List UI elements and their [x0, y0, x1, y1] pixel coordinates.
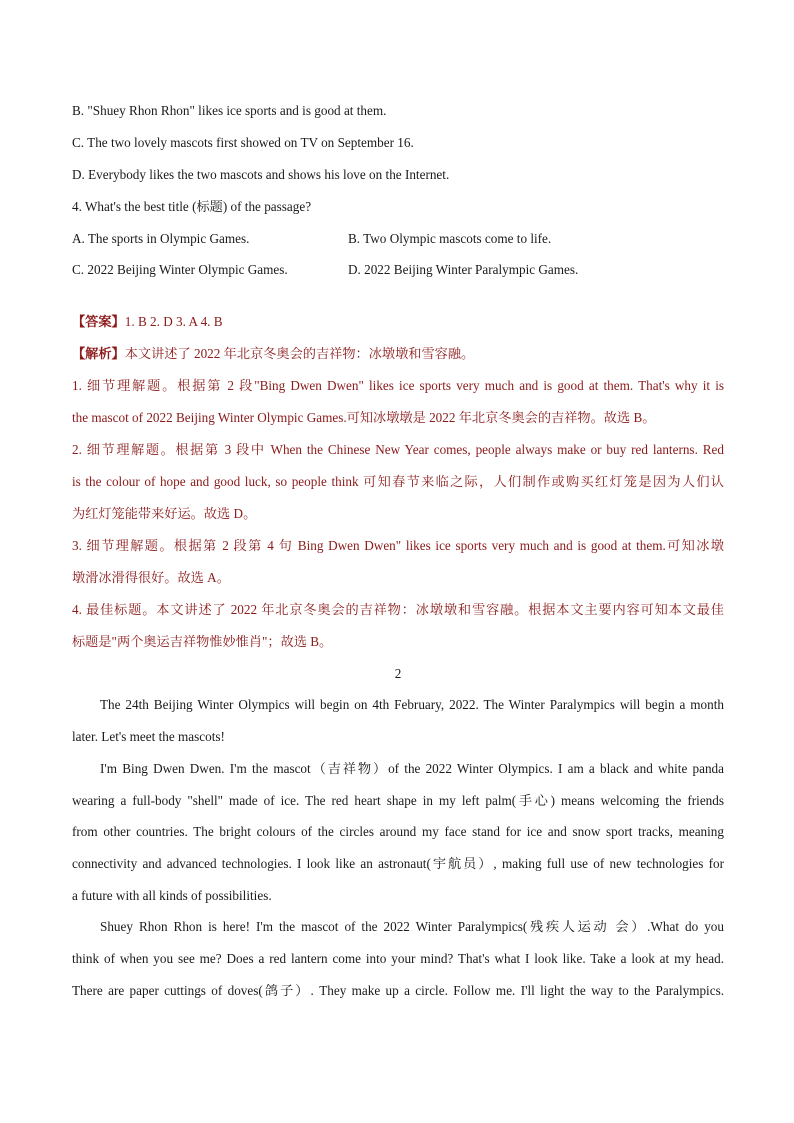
passage-2-line-3: from other countries. The bright colours of the circles around my face stand for ice and snow sport tracks, meaning — [72, 824, 724, 839]
passage-2-line-5: a future with all kinds of possibilities. — [72, 888, 272, 903]
option-3c: C. The two lovely mascots first showed on TV on September 16. — [72, 135, 414, 150]
passage-2-line-4: connectivity and advanced technologies. I look like an astronaut(宇航员）, making full use of new technologies for — [72, 856, 724, 871]
analysis-intro-line — [72, 345, 724, 363]
analysis-4-line-2: 标题是"两个奥运吉祥物惟妙惟肖"；故选 B。 — [72, 634, 333, 649]
analysis-label: 【解析】 — [72, 346, 125, 361]
option-4a: A. The sports in Olympic Games. — [72, 231, 250, 246]
analysis-intro: 本文讲述了 2022 年北京冬奥会的吉祥物：冰墩墩和雪容融。 — [124, 346, 475, 361]
answer-text: 1. B 2. D 3. A 4. B — [124, 314, 223, 329]
analysis-2-line-2: is the colour of hope and good luck, so people think 可知春节来临之际，人们制作或购买红灯笼是因为人们认 — [72, 474, 724, 489]
option-3d: D. Everybody likes the two mascots and shows his love on the Internet. — [72, 167, 450, 182]
passage-1-line-1: The 24th Beijing Winter Olympics will begin on 4th February, 2022. The Winter Paralympics will begin a month — [100, 697, 724, 712]
passage-3-line-3: There are paper cuttings of doves(鸽子）. They make up a circle. Follow me. I'll light the way to the Paralympics. — [72, 983, 724, 998]
passage-1-line-2: later. Let's meet the mascots! — [72, 729, 225, 744]
analysis-3-line-2: 墩滑冰滑得很好。故选 A。 — [72, 570, 230, 585]
passage-3-line-2: think of when you see me? Does a red lantern come into your mind? That's what I look like. Take a look at my head. — [72, 951, 724, 966]
analysis-1-line-2: the mascot of 2022 Beijing Winter Olympic Games.可知冰墩墩是 2022 年北京冬奥会的吉祥物。故选 B。 — [72, 410, 656, 425]
analysis-2-line-1: 2. 细节理解题。根据第 3 段中 When the Chinese New Year comes, people always make or buy red lanterns. Red — [72, 442, 724, 457]
option-4c: C. 2022 Beijing Winter Olympic Games. — [72, 262, 288, 277]
passage-2-line-2: wearing a full-body "shell" made of ice. The red heart shape in my left palm(手心) means welcoming the friends — [72, 793, 724, 808]
analysis-1-line-1: 1. 细节理解题。根据第 2 段"Bing Dwen Dwen" likes ice sports very much and is good at them. That's why it is — [72, 378, 724, 393]
option-3b: B. "Shuey Rhon Rhon" likes ice sports and is good at them. — [72, 103, 387, 118]
section-number: 2 — [394, 666, 402, 681]
passage-3-line-1: Shuey Rhon Rhon is here! I'm the mascot of the 2022 Winter Paralympics(残疾人运动 会）.What do you — [100, 919, 724, 934]
answer-label: 【答案】 — [72, 314, 125, 329]
analysis-2-line-3: 为红灯笼能带来好运。故选 D。 — [72, 506, 257, 521]
option-4d: D. 2022 Beijing Winter Paralympic Games. — [348, 262, 579, 277]
analysis-3-line-1: 3. 细节理解题。根据第 2 段第 4 句 Bing Dwen Dwen" likes ice sports very much and is good at them.可知冰墩 — [72, 538, 724, 553]
analysis-4-line-1: 4. 最佳标题。本文讲述了 2022 年北京冬奥会的吉祥物：冰墩墩和雪容融。根据本文主要内容可知本文最佳 — [72, 602, 724, 617]
option-4b: B. Two Olympic mascots come to life. — [348, 231, 552, 246]
question-4: 4. What's the best title (标题) of the passage? — [72, 199, 312, 214]
answer-line — [72, 313, 724, 331]
passage-2-line-1: I'm Bing Dwen Dwen. I'm the mascot（吉祥物）of the 2022 Winter Olympics. I am a black and white panda — [100, 761, 724, 776]
